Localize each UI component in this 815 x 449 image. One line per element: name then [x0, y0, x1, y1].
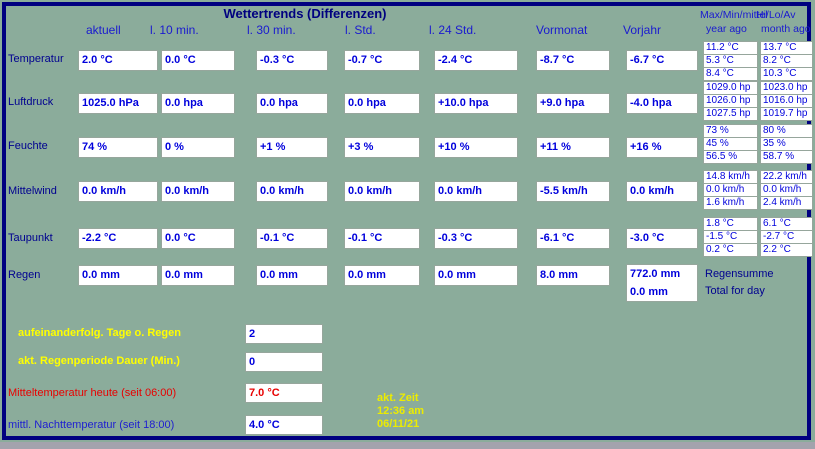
value-regen-24std: 0.0 mm	[434, 265, 518, 286]
value-feuchte-10min: 0 %	[161, 137, 235, 158]
stat-mittelwind-month-avg: 2.4 km/h	[760, 196, 813, 210]
stat-taupunkt-year-avg: 0.2 °C	[703, 243, 758, 257]
value-temperatur-vormonat: -8.7 °C	[536, 50, 610, 71]
stat-temperatur-month-max: 13.7 °C	[760, 41, 813, 55]
stat-feuchte-month-avg: 58.7 %	[760, 150, 813, 164]
row-label-temperatur: Temperatur	[8, 53, 64, 65]
value-regen-std: 0.0 mm	[344, 265, 420, 286]
stat-temperatur-month-avg: 10.3 °C	[760, 67, 813, 81]
page-title: Wettertrends (Differenzen)	[223, 6, 387, 21]
stat-temperatur-month-min: 8.2 °C	[760, 54, 813, 68]
value-luftdruck-10min: 0.0 hpa	[161, 93, 235, 114]
regensumme-label: Regensumme	[705, 268, 774, 280]
current-time-label: akt. Zeit	[377, 392, 419, 404]
mean-temp-night-value: 4.0 °C	[245, 415, 323, 435]
value-feuchte-24std: +10 %	[434, 137, 518, 158]
stat-feuchte-year-max: 73 %	[703, 124, 758, 138]
row-label-taupunkt: Taupunkt	[8, 232, 53, 244]
header-hi-lo-av: Hi/Lo/Av	[756, 9, 796, 21]
stat-feuchte-month-max: 80 %	[760, 124, 813, 138]
col-header-vorjahr: Vorjahr	[623, 23, 662, 37]
value-mittelwind-vormonat: -5.5 km/h	[536, 181, 610, 202]
total-for-day-label: Total for day	[705, 285, 765, 297]
value-luftdruck-vormonat: +9.0 hpa	[536, 93, 610, 114]
stat-temperatur-year-min: 5.3 °C	[703, 54, 758, 68]
current-time-value: 12:36 am	[377, 405, 425, 417]
rain-period-label: akt. Regenperiode Dauer (Min.)	[18, 355, 180, 367]
rain-period-value: 0	[245, 352, 323, 372]
stat-taupunkt-month-min: -2.7 °C	[760, 230, 813, 244]
stat-luftdruck-month-max: 1023.0 hp	[760, 81, 813, 95]
value-feuchte-vorjahr: +16 %	[626, 137, 698, 158]
stat-feuchte-year-min: 45 %	[703, 137, 758, 151]
value-regen-30min: 0.0 mm	[256, 265, 328, 286]
header-month-ago: month ago	[761, 23, 811, 35]
value-mittelwind-10min: 0.0 km/h	[161, 181, 235, 202]
stat-feuchte-month-min: 35 %	[760, 137, 813, 151]
value-mittelwind-30min: 0.0 km/h	[256, 181, 328, 202]
value-mittelwind-std: 0.0 km/h	[344, 181, 420, 202]
value-regen-vormonat: 8.0 mm	[536, 265, 610, 286]
row-label-regen: Regen	[8, 269, 41, 281]
regen-vorjahr-line2: 0.0 mm	[630, 286, 668, 298]
row-label-feuchte: Feuchte	[8, 140, 48, 152]
col-header-aktuell: aktuell	[86, 23, 121, 37]
dry-days-label: aufeinanderfolg. Tage o. Regen	[18, 327, 181, 339]
row-label-luftdruck: Luftdruck	[8, 96, 54, 108]
regen-vorjahr-line1: 772.0 mm	[630, 268, 681, 280]
col-header-vormonat: Vormonat	[536, 23, 588, 37]
value-temperatur-std: -0.7 °C	[344, 50, 420, 71]
value-temperatur-aktuell: 2.0 °C	[78, 50, 158, 71]
value-luftdruck-30min: 0.0 hpa	[256, 93, 328, 114]
value-taupunkt-24std: -0.3 °C	[434, 228, 518, 249]
header-max-min-mittel: Max/Min/mittel	[700, 9, 768, 21]
window-bottom-edge	[0, 442, 815, 449]
current-date-value: 06/11/21	[377, 418, 420, 430]
stat-mittelwind-year-min: 0.0 km/h	[703, 183, 758, 197]
stat-temperatur-year-max: 11.2 °C	[703, 41, 758, 55]
value-feuchte-30min: +1 %	[256, 137, 328, 158]
value-temperatur-10min: 0.0 °C	[161, 50, 235, 71]
value-feuchte-std: +3 %	[344, 137, 420, 158]
value-regen-vorjahr	[626, 264, 698, 302]
value-luftdruck-24std: +10.0 hpa	[434, 93, 518, 114]
mean-temp-night-label: mittl. Nachttemperatur (seit 18:00)	[8, 419, 175, 431]
mean-temp-day-label: Mitteltemperatur heute (seit 06:00)	[8, 387, 177, 399]
value-taupunkt-aktuell: -2.2 °C	[78, 228, 158, 249]
stat-mittelwind-year-max: 14.8 km/h	[703, 170, 758, 184]
value-luftdruck-vorjahr: -4.0 hpa	[626, 93, 698, 114]
col-header-10min: l. 10 min.	[150, 23, 199, 37]
value-luftdruck-aktuell: 1025.0 hPa	[78, 93, 158, 114]
mean-temp-day-value: 7.0 °C	[245, 383, 323, 403]
value-feuchte-aktuell: 74 %	[78, 137, 158, 158]
stat-luftdruck-month-avg: 1019.7 hp	[760, 107, 813, 121]
stat-taupunkt-month-avg: 2.2 °C	[760, 243, 813, 257]
stat-feuchte-year-avg: 56.5 %	[703, 150, 758, 164]
col-header-30min: l. 30 min.	[247, 23, 296, 37]
value-mittelwind-24std: 0.0 km/h	[434, 181, 518, 202]
stat-mittelwind-year-avg: 1.6 km/h	[703, 196, 758, 210]
value-regen-10min: 0.0 mm	[161, 265, 235, 286]
value-taupunkt-vormonat: -6.1 °C	[536, 228, 610, 249]
value-temperatur-30min: -0.3 °C	[256, 50, 328, 71]
stat-mittelwind-month-min: 0.0 km/h	[760, 183, 813, 197]
value-regen-aktuell: 0.0 mm	[78, 265, 158, 286]
stat-taupunkt-year-min: -1.5 °C	[703, 230, 758, 244]
col-header-std: l. Std.	[345, 23, 376, 37]
value-mittelwind-vorjahr: 0.0 km/h	[626, 181, 698, 202]
stat-luftdruck-month-min: 1016.0 hp	[760, 94, 813, 108]
stat-luftdruck-year-min: 1026.0 hp	[703, 94, 758, 108]
value-temperatur-vorjahr: -6.7 °C	[626, 50, 698, 71]
current-time-block	[377, 392, 424, 431]
dry-days-value: 2	[245, 324, 323, 344]
value-taupunkt-30min: -0.1 °C	[256, 228, 328, 249]
stat-taupunkt-month-max: 6.1 °C	[760, 217, 813, 231]
value-temperatur-24std: -2.4 °C	[434, 50, 518, 71]
stat-mittelwind-month-max: 22.2 km/h	[760, 170, 813, 184]
stat-taupunkt-year-max: 1.8 °C	[703, 217, 758, 231]
value-mittelwind-aktuell: 0.0 km/h	[78, 181, 158, 202]
value-taupunkt-std: -0.1 °C	[344, 228, 420, 249]
value-taupunkt-10min: 0.0 °C	[161, 228, 235, 249]
stat-luftdruck-year-max: 1029.0 hp	[703, 81, 758, 95]
stat-luftdruck-year-avg: 1027.5 hp	[703, 107, 758, 121]
stat-temperatur-year-avg: 8.4 °C	[703, 67, 758, 81]
value-taupunkt-vorjahr: -3.0 °C	[626, 228, 698, 249]
header-year-ago: year ago	[706, 23, 747, 35]
value-feuchte-vormonat: +11 %	[536, 137, 610, 158]
col-header-24std: l. 24 Std.	[429, 23, 477, 37]
value-luftdruck-std: 0.0 hpa	[344, 93, 420, 114]
row-label-mittelwind: Mittelwind	[8, 185, 57, 197]
